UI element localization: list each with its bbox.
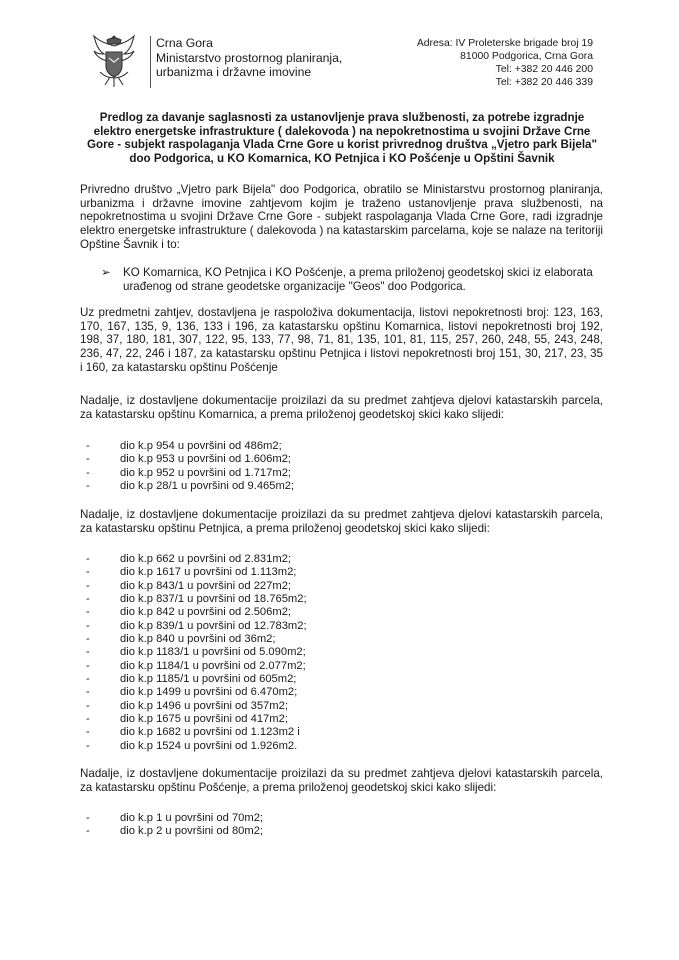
parcel-text: dio k.p 842 u površini od 2.506m2; (120, 606, 292, 619)
list-dash: - (86, 699, 90, 712)
list-dash: - (86, 440, 90, 452)
parcel-text: dio k.p 840 u površini od 36m2; (120, 633, 276, 646)
list-dash: - (86, 566, 90, 579)
parcel-text: dio k.p 953 u površini od 1.606m2; (120, 453, 292, 466)
list-dash: - (86, 480, 90, 493)
list-dash: - (86, 646, 90, 659)
list-dash: - (86, 466, 90, 479)
list-dash: - (86, 593, 90, 606)
list-dash: - (86, 659, 90, 672)
parcel-text: dio k.p 1524 u površini od 1.926m2. (120, 739, 298, 752)
parcel-text: dio k.p 1496 u površini od 357m2; (120, 699, 288, 712)
ministry-line: Crna Gora (156, 36, 213, 50)
parcel-text: dio k.p 837/1 u površini od 18.765m2; (120, 593, 307, 606)
address-line: 81000 Podgorica, Crna Gora (460, 51, 593, 62)
parcel-text: dio k.p 662 u površini od 2.831m2; (120, 553, 292, 565)
parcel-text: dio k.p 1682 u površini od 1.123m2 i (120, 726, 300, 739)
arrow-bullet-icon: ➢ (101, 266, 111, 279)
poscenje-intro: Nadalje, iz dostavljene dokumentacije proizilazi da su predmet zahtjeva djelovi katastarskih parcela, za katastarsku opštinu Pošćenje, a prema priloženoj geodetskoj skici kako slijedi: (80, 767, 603, 794)
list-dash: - (86, 713, 90, 726)
list-dash: - (86, 726, 90, 739)
list-dash: - (86, 825, 90, 838)
list-dash: - (86, 633, 90, 646)
list-dash: - (86, 453, 90, 466)
parcel-text: dio k.p 1184/1 u površini od 2.077m2; (120, 659, 306, 672)
address-block (417, 37, 593, 89)
list-dash: - (86, 812, 90, 824)
ministry-line: urbanizma i državne imovine (156, 65, 312, 79)
parcel-text: dio k.p 839/1 u površini od 12.783m2; (120, 619, 307, 632)
parcel-text: dio k.p 952 u površini od 1.717m2; (120, 466, 292, 479)
parcel-text: dio k.p 1 u površini od 70m2; (120, 812, 264, 824)
bullet-item (103, 266, 603, 293)
list-dash: - (86, 579, 90, 592)
parcel-text: dio k.p 1499 u površini od 6.470m2; (120, 686, 298, 699)
petnjica-intro: Nadalje, iz dostavljene dokumentacije proizilazi da su predmet zahtjeva djelovi katastarskih parcela, za katastarsku opštinu Petnjica, a prema priloženoj geodetskoj skici kako slijedi: (80, 508, 603, 535)
parcel-text: dio k.p 1675 u površini od 417m2; (120, 713, 288, 726)
parcel-text: dio k.p 2 u površini od 80m2; (120, 825, 264, 838)
bullet-text: KO Komarnica, KO Petnjica i KO Pošćenje, a prema priloženoj geodetskoj skici iz elaborata urađenog od strane geodetske organizacije "Geos" doo Podgorica. (123, 266, 593, 293)
address-line: Adresa: IV Proleterske brigade broj 19 (416, 38, 593, 49)
coat-of-arms-icon (90, 32, 138, 90)
intro-paragraph: Privredno društvo „Vjetro park Bijela" doo Podgorica, obratilo se Ministarstvu prostornog planiranja, urbanizma i državne imovine zahtjevom kojim je traženo ustanovljenje prava službenosti, na nepokretnostima u svojini Države Crne Gore - subjekt raspolaganja Vlada Crne Gore, radi izgradnje elektro energetske infrastrukture ( dalekovoda ) na katastarskim parcelama, koje se nalaze na teritoriji Opštine Šavnik i to: (80, 183, 603, 251)
phone-line: Tel: +382 20 446 339 (495, 77, 593, 88)
komarnica-intro: Nadalje, iz dostavljene dokumentacije proizilazi da su predmet zahtjeva djelovi katastarskih parcela, za katastarsku opštinu Komarnica, a prema priloženoj geodetskoj skici kako slijedi: (80, 394, 603, 421)
parcel-text: dio k.p 1183/1 u površini od 5.090m2; (120, 646, 306, 659)
parcel-text: dio k.p 954 u površini od 486m2; (120, 440, 282, 452)
parcel-text: dio k.p 1617 u površini od 1.113m2; (120, 566, 297, 579)
list-dash: - (86, 619, 90, 632)
document-title: Predlog za davanje saglasnosti za ustanovljenje prava službenosti, za potrebe izgradnje elektro energetske infrastrukture ( dalekovoda ) na nepokretnostima u svojini Države Crne Gore - subjekt raspolaganja Vlada Crne Gore u korist privrednog društva „Vjetro park Bijela" doo Podgorica, u KO Komarnica, KO Petnjica i KO Pošćenje u Opštini Šavnik (87, 111, 597, 165)
list-dash: - (86, 686, 90, 699)
list-dash: - (86, 739, 90, 752)
ministry-name (156, 36, 342, 80)
parcel-text: dio k.p 28/1 u površini od 9.465m2; (120, 480, 295, 493)
parcel-text: dio k.p 1185/1 u površini od 605m2; (120, 673, 297, 686)
phone-line: Tel: +382 20 446 200 (495, 64, 593, 75)
list-dash: - (86, 553, 90, 565)
list-dash: - (86, 673, 90, 686)
header-divider (150, 36, 151, 88)
ministry-line: Ministarstvo prostornog planiranja, (156, 50, 343, 65)
documents-paragraph: Uz predmetni zahtjev, dostavljena je raspoloživa dokumentacija, listovi nepokretnosti broj: 123, 163, 170, 167, 135, 9, 136, 133 i 196, za katastarsku opštinu Komarnica, listovi nepokretnosti broj 192, 198, 37, 180, 181, 307, 122, 95, 133, 77, 98, 71, 81, 135, 101, 81, 115, 257, 260, 248, 55, 243, 248, 236, 47, 22, 246 i 187, za katastarsku opštinu Petnjica i listovi nepokretnosti broj 151, 30, 217, 23, 35 i 160, za katastarsku opštinu Pošćenje (80, 306, 603, 374)
parcel-text: dio k.p 843/1 u površini od 227m2; (120, 579, 292, 592)
list-dash: - (86, 606, 90, 619)
